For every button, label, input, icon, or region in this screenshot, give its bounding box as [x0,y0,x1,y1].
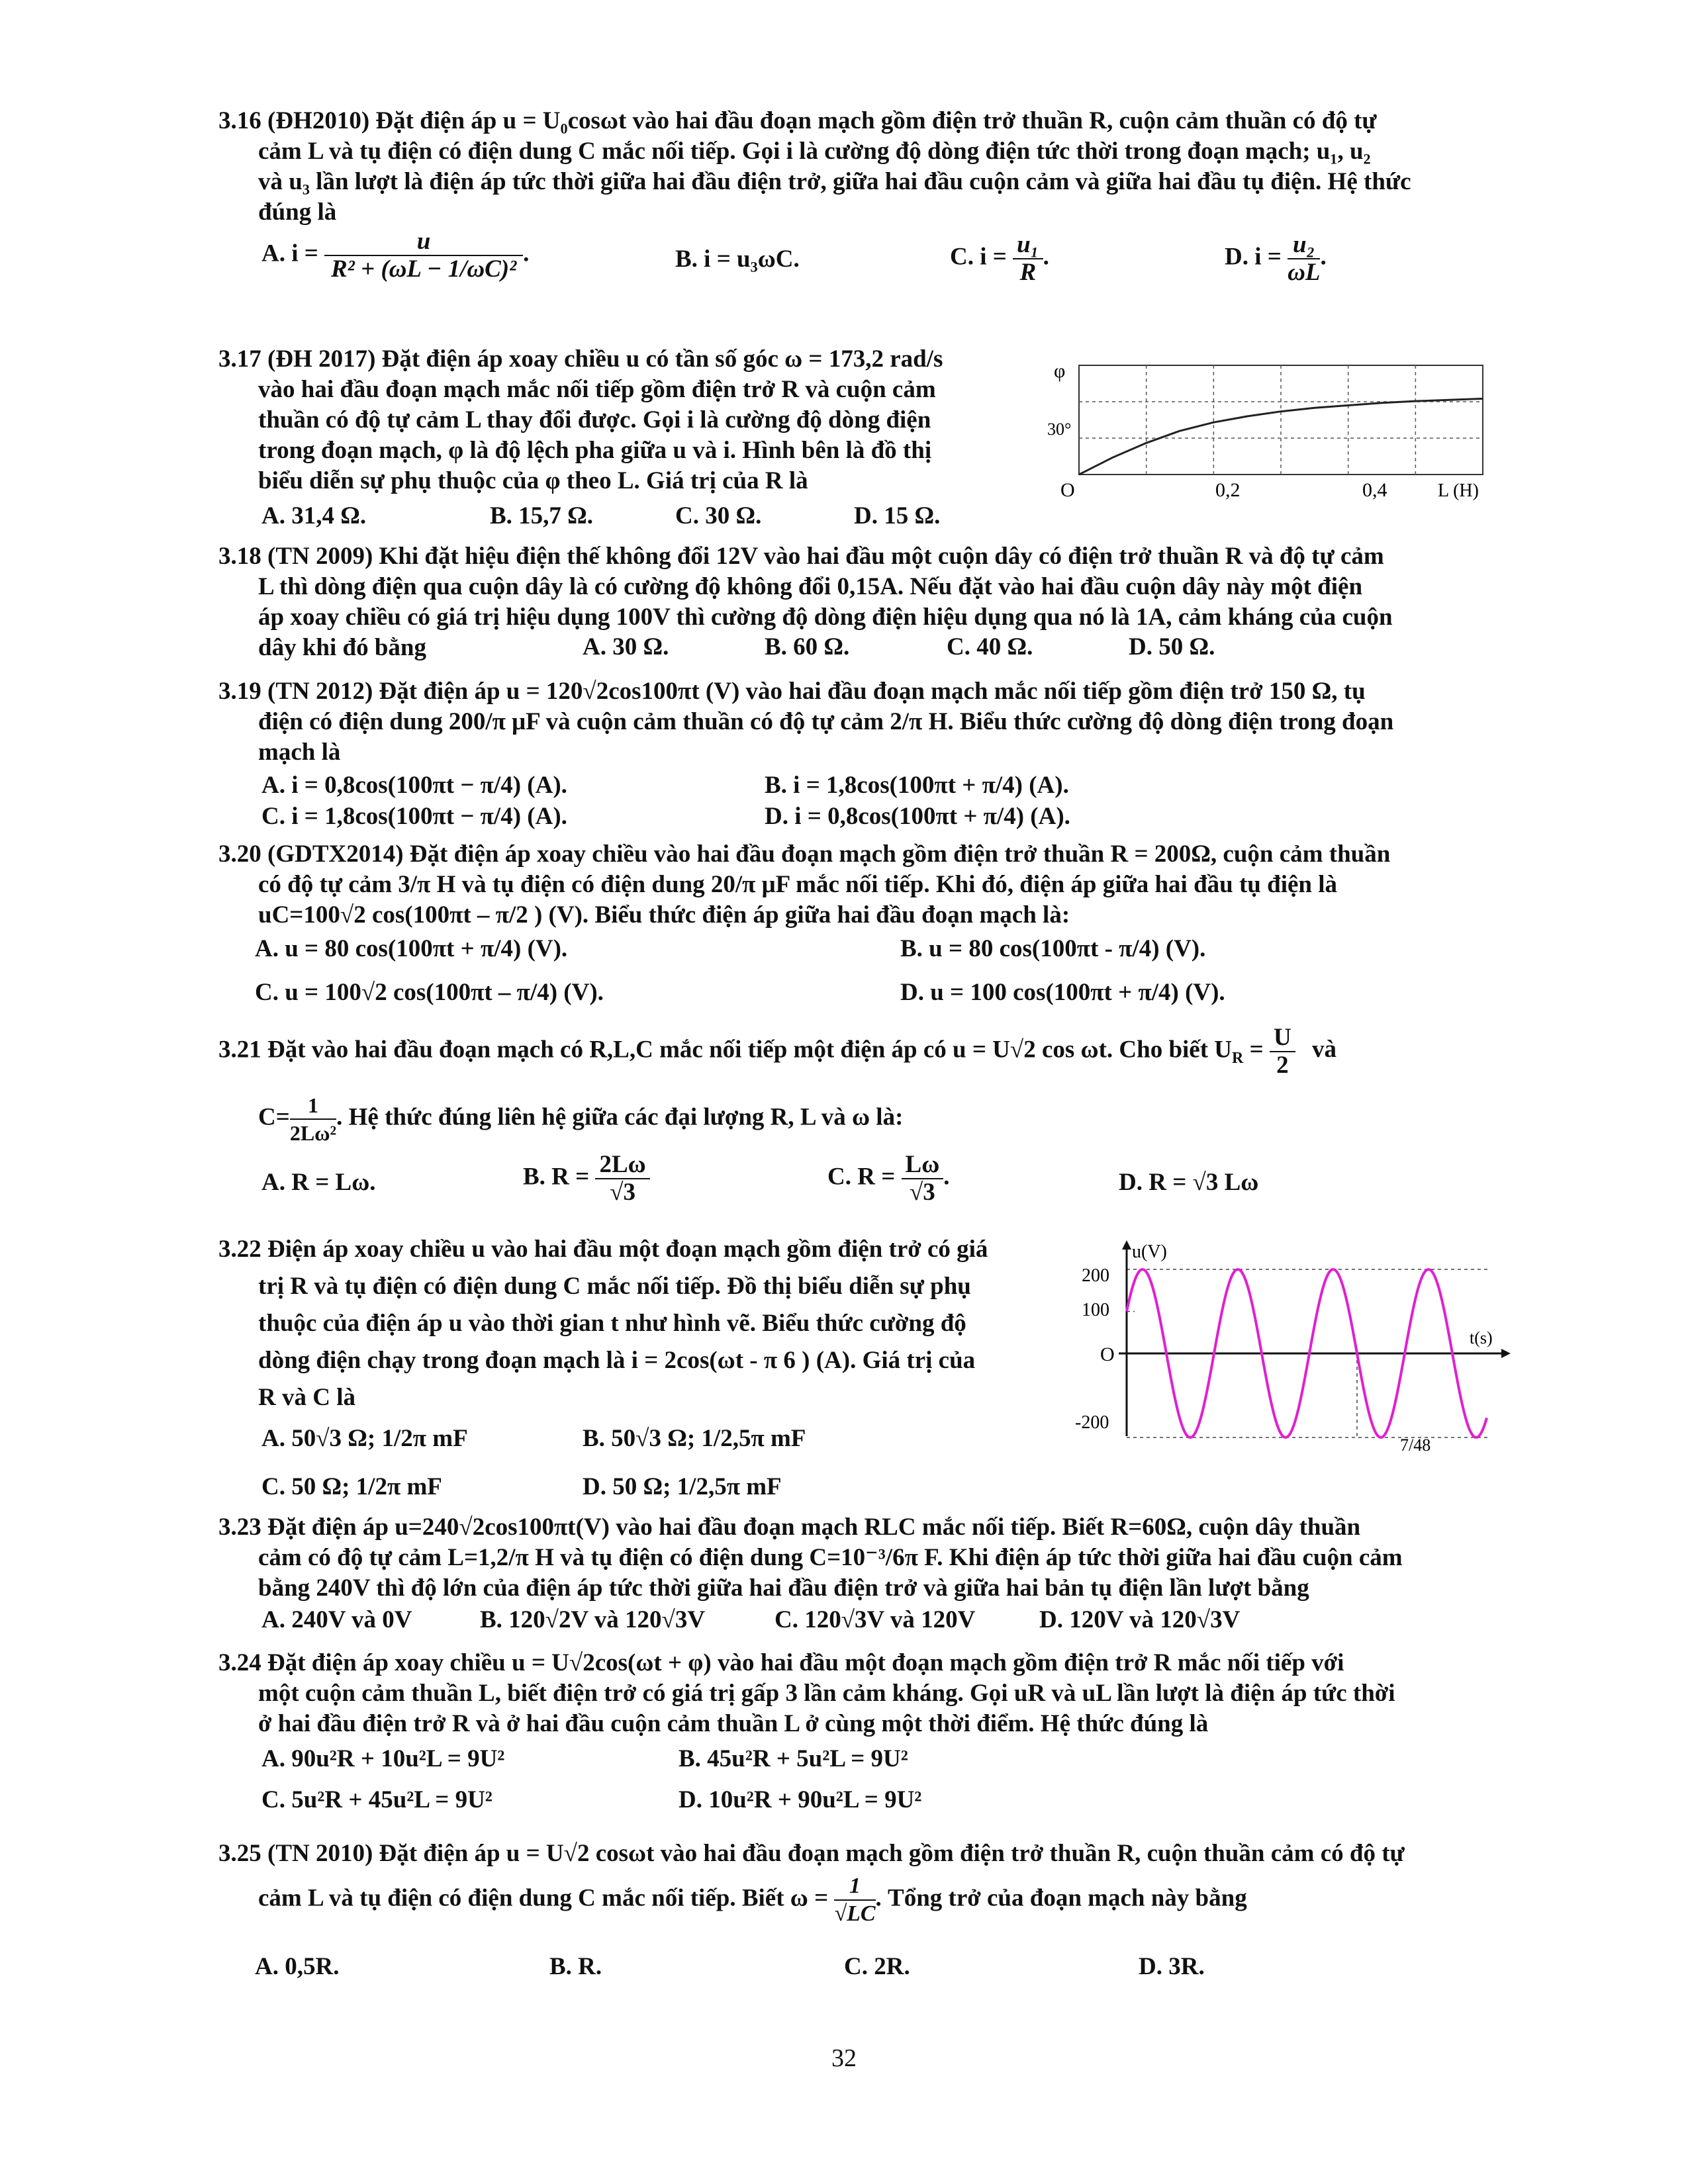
question-3-17 [218,344,1053,496]
question-text-line: điện có điện dung 200/π μF và cuộn cảm thuần có độ tự cảm 2/π H. Biểu thức cường độ dòng điện trong đoạn [258,708,1394,735]
option-c: C. 30 Ω. [675,502,762,529]
option-a: A. 50√3 Ω; 1/2π mF [261,1425,468,1452]
question-text-line: vào hai đầu đoạn mạch mắc nối tiếp gồm điện trở R và cuộn cảm [258,376,936,403]
option-b: B. 50√3 Ω; 1/2,5π mF [583,1425,806,1452]
page-number: 32 [831,2044,857,2072]
option-d: D. i = $\frac{\text{u₂}}{\omega L}$ . [1225,231,1327,286]
question-text-line: 3.19 (TN 2012) Đặt điện áp u = 120√2cos100πt (V) vào hai đầu đoạn mạch mắc nối tiếp gồm điện trở 150 Ω, tụ [218,678,1366,705]
option-b: B. R = $\frac{2L\omega}{√3}$ [523,1152,650,1206]
x-tick-label: O [1060,479,1075,501]
question-text-line: 3.18 (TN 2009) Khi đặt hiệu điện thế không đổi 12V vào hai đầu một cuộn dây có điện trở thuần R và độ tự cảm [218,543,1384,570]
fraction: $\frac{\text{u₁}}{R}$ [1013,232,1043,286]
option-c: C. u = 100√2 cos(100πt – π/4) (V). [255,979,604,1006]
y-tick-label: -200 [1075,1412,1109,1433]
option-a: A. 30 Ω. [583,633,669,660]
question-3-19 [218,676,1476,768]
option-a: A. i = 0,8cos(100πt − π/4) (A). [261,772,567,799]
question-3-23 [218,1512,1476,1604]
option-a: A. 31,4 Ω. [261,502,367,529]
fraction: $\frac{u}{\text{R² + (ωL − 1/ωC)²}}$ [324,228,523,283]
option-c: C. 5u²R + 45u²L = 9U² [261,1786,492,1813]
option-b: B. 60 Ω. [765,633,850,660]
x-tick-label: 7/48 [1400,1435,1431,1455]
option-a: A. u = 80 cos(100πt + π/4) (V). [255,935,568,962]
x-tick-label: 0,4 [1362,479,1387,501]
y-tick-label: 30° [1047,420,1072,439]
option-a: A. R = Lω. [261,1169,376,1196]
fraction: $\frac{1}{\text{2Lω²}}$ [289,1093,337,1145]
question-text-line: dòng điện chạy trong đoạn mạch là i = 2cos(ωt - π 6 ) (A). Giá trị của [258,1347,976,1374]
option-b: B. i = 1,8cos(100πt + π/4) (A). [765,772,1069,799]
y-tick-label: 100 [1082,1300,1109,1320]
y-tick-label: O [1100,1343,1115,1365]
option-b: B. 45u²R + 5u²L = 9U² [679,1745,908,1772]
question-3-21-line-2: C= $\frac{1}{\text{2Lω²}}$ . Hệ thức đúng liên hệ giữa các đại lượng R, L và ω là: [258,1093,904,1145]
option-b: B. R. [549,1953,602,1980]
question-text-line: 3.22 Điện áp xoay chiều u vào hai đầu một đoạn mạch gồm điện trở có giá [218,1236,988,1263]
option-c: C. 50 Ω; 1/2π mF [261,1473,442,1500]
fraction: $\frac{U}{2}$ [1270,1024,1295,1079]
option-b: B. u = 80 cos(100πt - π/4) (V). [900,935,1206,962]
question-text-line: trong đoạn mạch, φ là độ lệch pha giữa u và i. Hình bên là đồ thị [258,437,932,464]
y-tick-label: 200 [1082,1265,1109,1286]
question-text-line: L thì dòng điện qua cuộn dây là có cường độ không đổi 0,15A. Nếu đặt vào hai đầu cuộn dây này một điện [258,573,1363,600]
question-text-line: trị R và tụ điện có điện dung C mắc nối tiếp. Đồ thị biểu diễn sự phụ [258,1273,971,1300]
option-b: B. 120√2V và 120√3V [480,1606,706,1633]
question-3-20 [218,839,1476,931]
chart-grid [1079,365,1483,475]
option-a: A. 240V và 0V [261,1606,412,1633]
voltage-vs-time-chart [1066,1238,1516,1456]
question-text-line: cảm L và tụ điện có điện dung C mắc nối tiếp. Gọi i là cường độ dòng điện tức thời trong đoạn mạch; u₁, u₂ [258,138,1371,165]
question-3-24 [218,1648,1476,1739]
option-c: C. 120√3V và 120V [774,1606,976,1633]
question-text-line: R và C là [258,1384,355,1411]
option-c: C. 40 Ω. [947,633,1033,660]
question-text-line: 3.23 Đặt điện áp u=240√2cos100πt(V) vào hai đầu đoạn mạch RLC mắc nối tiếp. Biết R=60Ω, cuộn dây thuần [218,1514,1361,1541]
option-d: D. 50 Ω; 1/2,5π mF [583,1473,782,1500]
question-3-25-line-1: 3.25 (TN 2010) Đặt điện áp u = U√2 cosωt vào hai đầu đoạn mạch gồm điện trở thuần R, cuộn thuần cảm có độ tự [218,1840,1405,1867]
question-text-line: 3.17 (ĐH 2017) Đặt điện áp xoay chiều u có tần số góc ω = 173,2 rad/s [218,345,943,373]
option-d: D. i = 0,8cos(100πt + π/4) (A). [765,803,1070,830]
question-text-line: uC=100√2 cos(100πt – π/2 ) (V). Biểu thức điện áp giữa hai đầu đoạn mạch là: [258,901,1070,929]
option-a: A. 90u²R + 10u²L = 9U² [261,1745,505,1772]
option-d: D. 50 Ω. [1129,633,1215,660]
fraction: $\frac{L\omega}{√3}$ [902,1152,944,1206]
fraction: $\frac{1}{√LC}$ [834,1874,876,1926]
question-text-line: 3.24 Đặt điện áp xoay chiều u = U√2cos(ωt + φ) vào hai đầu một đoạn mạch gồm điện trở R mắc nối tiếp với [218,1649,1344,1676]
question-3-21-line-1: 3.21 Đặt vào hai đầu đoạn mạch có R,L,C mắc nối tiếp một điện áp có u = U√2 cos ωt. Cho biết $U_R$ = $\frac{U}{2}$ và [218,1024,1336,1079]
question-text-line: bằng 240V thì độ lớn của điện áp tức thời giữa hai đầu điện trở và giữa hai bản tụ điện lần lượt bằng [258,1574,1309,1602]
option-d: D. 3R. [1139,1953,1205,1980]
option-c: C. 2R. [844,1953,910,1980]
option-d: D. u = 100 cos(100πt + π/4) (V). [900,979,1225,1006]
question-text-line: biểu diễn sự phụ thuộc của φ theo L. Giá trị của R là [258,467,808,494]
question-text-line: có độ tự cảm 3/π H và tụ điện có điện dung 20/π μF mắc nối tiếp. Khi đó, điện áp giữa hai đầu tụ điện là [258,871,1338,898]
fraction: $\frac{\text{u₂}}{\omega L}$ [1288,231,1321,286]
question-text-line: 3.20 (GDTX2014) Đặt điện áp xoay chiều vào hai đầu đoạn mạch gồm điện trở thuần R = 200Ω, cuộn cảm thuần [218,841,1391,868]
question-text-line: 3.16 (ĐH2010) Đặt điện áp u = U₀cosωt vào hai đầu đoạn mạch gồm điện trở thuần R, cuộn cảm thuần có độ tự [218,107,1377,134]
option-c: C. R = $\frac{L\omega}{√3}$ . [827,1151,950,1206]
option-a: A. 0,5R. [255,1953,340,1980]
option-b: B. i = u₃ωC. [675,246,800,273]
option-c: C. i = 1,8cos(100πt − π/4) (A). [261,803,567,830]
question-text-line: mạch là [258,739,341,766]
option-d: D. 10u²R + 90u²L = 9U² [679,1786,922,1813]
question-text-line: cảm có độ tự cảm L=1,2/π H và tụ điện có điện dung C=10⁻³/6π F. Khi điện áp tức thời giữa hai đầu cuộn cảm [258,1544,1403,1571]
question-text-line: áp xoay chiều có giá trị hiệu dụng 100V thì cường độ dòng điện hiệu dụng qua nó là 1A, cảm kháng của cuộn [258,604,1393,631]
option-d: D. 15 Ω. [854,502,941,529]
question-text-line: thuộc của điện áp u vào thời gian t như hình vẽ. Biểu thức cường độ [258,1310,966,1337]
question-text-line: và u₃ lần lượt là điện áp tức thời giữa hai đầu điện trở, giữa hai đầu cuộn cảm và giữa hai đầu tụ điện. Hệ thức [258,168,1411,195]
question-3-22 [218,1231,1092,1416]
x-axis-label: L (H) [1438,480,1479,501]
y-axis-label: φ [1054,360,1066,382]
option-a: A. i = $\frac{u}{\text{R² + (ωL − 1/ωC)²}}$ . [261,228,530,283]
question-text-line: một cuộn cảm thuần L, biết điện trở có giá trị gấp 3 lần cảm kháng. Gọi uR và uL lần lượt là điện áp tức thời [258,1680,1395,1707]
option-d: D. 120V và 120√3V [1039,1606,1241,1633]
option-b: B. 15,7 Ω. [490,502,594,529]
question-3-16 [218,106,1476,228]
option-d: D. R = √3 Lω [1119,1169,1259,1196]
option-c: C. i = $\frac{\text{u₁}}{R}$ . [950,231,1049,286]
phi-vs-l-chart [1039,357,1496,503]
phi-curve [1079,398,1483,475]
question-text-line: ở hai đầu điện trở R và ở hai đầu cuộn cảm thuần L ở cùng một thời điểm. Hệ thức đúng là [258,1710,1209,1737]
x-tick-label: 0,2 [1215,479,1241,501]
x-axis-label: t(s) [1470,1328,1493,1347]
question-text-line: thuần có độ tự cảm L thay đổi được. Gọi i là cường độ dòng điện [258,406,931,433]
fraction: $\frac{2L\omega}{√3}$ [595,1152,649,1206]
question-text-line: đúng là [258,199,337,226]
question-text-line: dây khi đó bằng [258,634,426,661]
y-axis-label: u(V) [1132,1242,1167,1262]
question-3-25-line-2: cảm L và tụ điện có điện dung C mắc nối tiếp. Biết ω = $\frac{1}{√LC}$ . Tổng trở của đoạn mạch này bằng [258,1874,1247,1926]
